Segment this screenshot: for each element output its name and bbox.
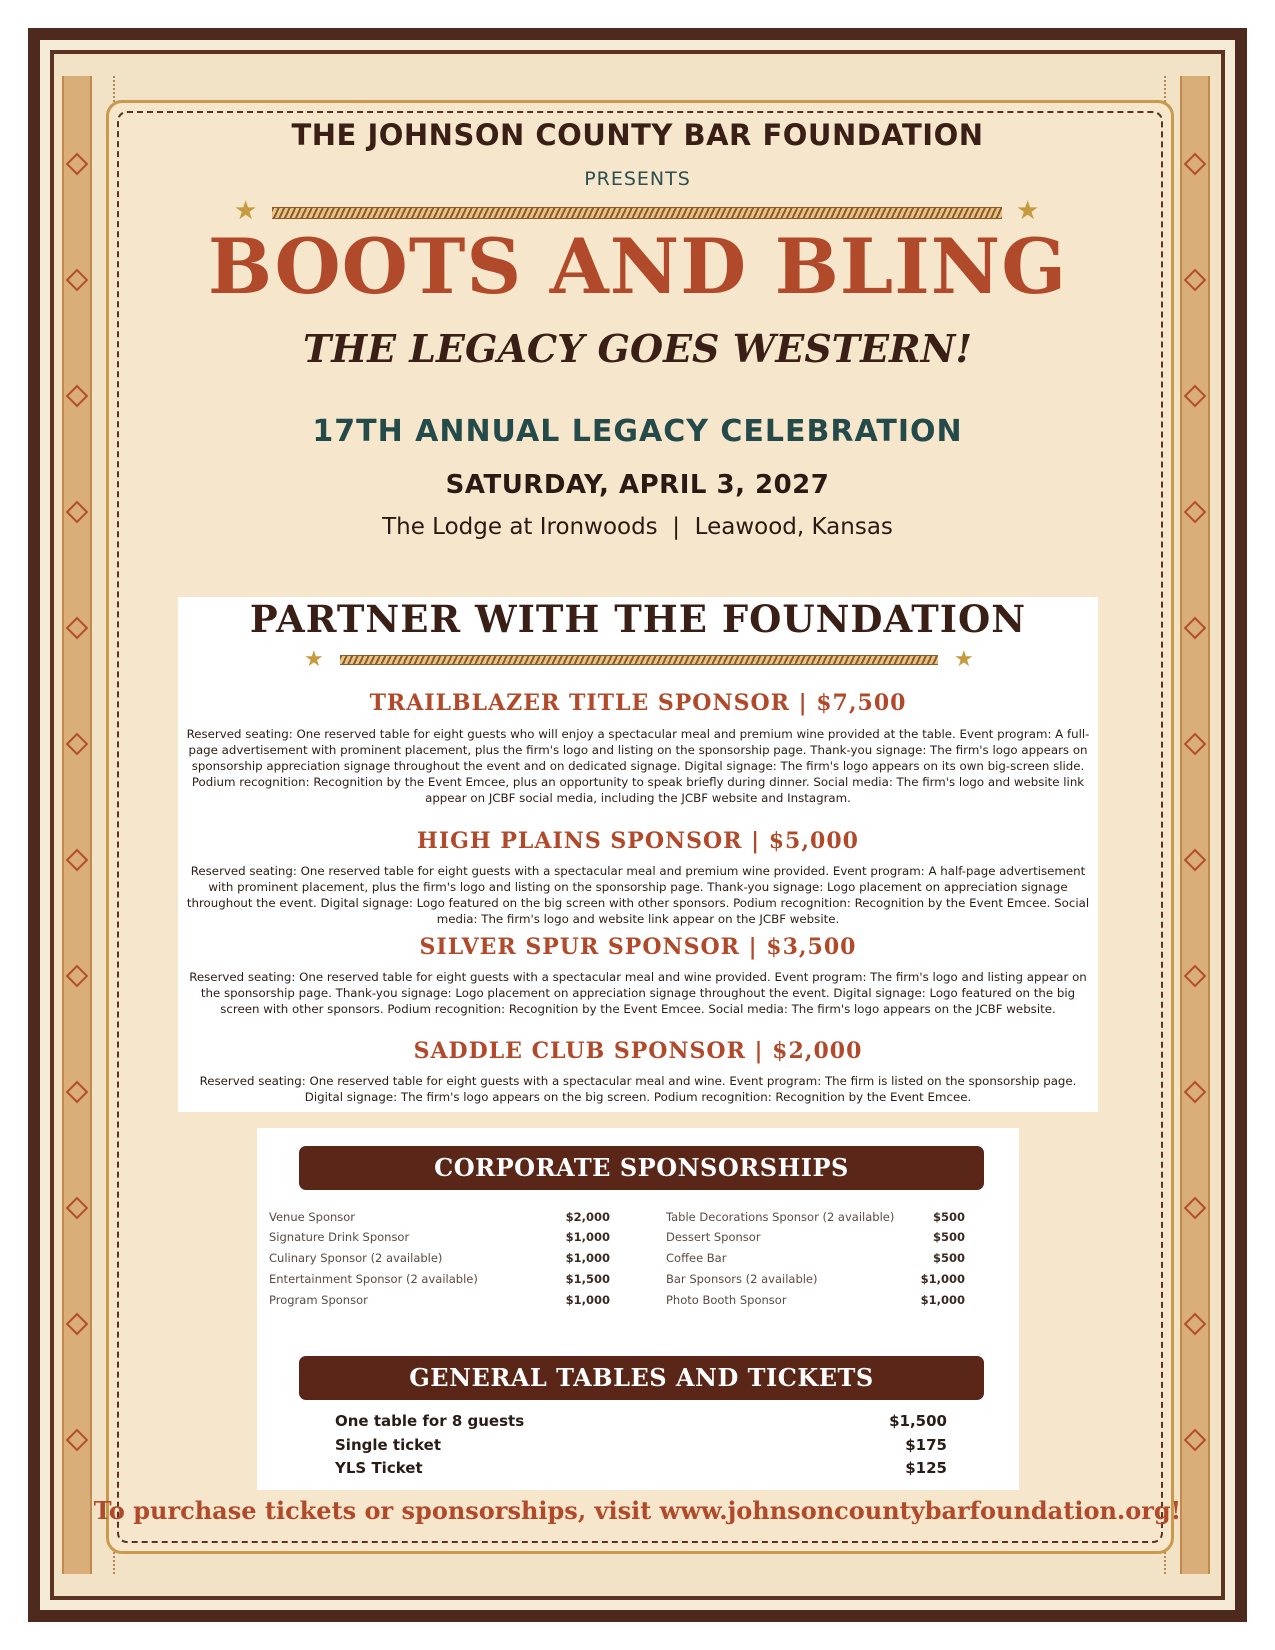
sponsor-item: Bar Sponsors (2 available) <box>666 1272 818 1286</box>
diamond-icon <box>66 1197 89 1220</box>
sponsor-item: Coffee Bar <box>666 1251 727 1265</box>
tier-heading: HIGH PLAINS SPONSOR | $5,000 <box>417 828 859 854</box>
sponsor-price: $1,000 <box>920 1293 965 1307</box>
sponsor-price: $1,000 <box>565 1293 610 1307</box>
corporate-sponsorships-banner: CORPORATE SPONSORSHIPS <box>299 1146 984 1190</box>
diamond-icon <box>66 733 89 756</box>
sponsor-item: Signature Drink Sponsor <box>269 1230 410 1244</box>
diamond-icon <box>1184 1081 1207 1104</box>
rope-divider <box>272 207 1002 219</box>
diamond-icon <box>1184 1429 1207 1452</box>
sponsor-item: Entertainment Sponsor (2 available) <box>269 1272 478 1286</box>
ticket-price: $1,500 <box>889 1412 947 1430</box>
event-subtitle: THE LEGACY GOES WESTERN! <box>302 326 973 371</box>
rope-divider <box>340 655 938 665</box>
diamond-icon <box>66 1081 89 1104</box>
star-icon: ★ <box>1016 196 1040 226</box>
sponsor-price: $1,000 <box>565 1230 610 1244</box>
tier-heading: SADDLE CLUB SPONSOR | $2,000 <box>413 1038 863 1064</box>
partner-section <box>178 597 1098 1112</box>
sponsor-price: $1,000 <box>565 1251 610 1265</box>
tier-description: Reserved seating: One reserved table for eight guests with a spectacular meal and premium wine provided. Event program: A half-page advertisement with prominent placement, plus the firm's logo and listing on the sponsorship page. Thank-you signage: Logo placement on appreciation signage throughout the event. Digital signage: Logo featured on the big screen with other sponsors. Podium recognition: Recognition by the Event Emcee. Social media: The firm's logo and website link appear on the JCBF website. <box>186 864 1090 926</box>
purchase-callout: To purchase tickets or sponsorships, visit www.johnsoncountybarfoundation.org! <box>93 1496 1182 1525</box>
tier-description: Reserved seating: One reserved table for eight guests with a spectacular meal and wine. Event program: The firm is listed on the sponsorship page. Digital signage: The firm's logo appears on the big screen. Podium recognition: Recognition by the Event Emcee. <box>199 1074 1077 1104</box>
tier-description: Reserved seating: One reserved table for eight guests who will enjoy a spectacular meal and premium wine provided at the table. Event program: A full-page advertisement with prominent placement, plus the firm's logo and listing on the sponsorship page. Thank-you signage: The firm's logo appears on sponsorship appreciation signage throughout the event and on dedicated signage. Digital signage: The firm's logo appears on its own big-screen slide. Podium recognition: Recognition by the Event Emcee, plus an opportunity to speak briefly during dinner. Social media: The firm's logo and website link appear on JCBF social media, including the JCBF website and Instagram. <box>186 727 1090 805</box>
pricing-section <box>257 1128 1019 1490</box>
diamond-icon <box>1184 965 1207 988</box>
diamond-icon <box>66 617 89 640</box>
ticket-item: YLS Ticket <box>335 1459 423 1477</box>
organization-name: THE JOHNSON COUNTY BAR FOUNDATION <box>291 118 984 152</box>
tier-description: Reserved seating: One reserved table for eight guests with a spectacular meal and wine provided. Event program: The firm's logo and listing appear on the sponsorship page. Thank-you signage: Logo placement on appreciation signage throughout the event. Digital signage: Logo featured on the big screen with other sponsors. Podium recognition: Recognition by the Event Emcee. Social media: The firm's logo appears on the JCBF website. <box>189 970 1087 1016</box>
star-icon: ★ <box>234 196 258 226</box>
general-tables-banner: GENERAL TABLES AND TICKETS <box>299 1356 984 1400</box>
diamond-icon <box>1184 617 1207 640</box>
ticket-item: Single ticket <box>335 1436 442 1454</box>
sponsor-price: $500 <box>932 1230 965 1244</box>
diamond-icon <box>1184 849 1207 872</box>
tier-heading: TRAILBLAZER TITLE SPONSOR | $7,500 <box>369 690 907 716</box>
diamond-icon <box>1184 385 1207 408</box>
diamond-icon <box>1184 1197 1207 1220</box>
event-venue: The Lodge at Ironwoods | Leawood, Kansas <box>382 514 893 540</box>
annual-celebration: 17TH ANNUAL LEGACY CELEBRATION <box>312 414 963 449</box>
diamond-icon <box>1184 733 1207 756</box>
event-title: BOOTS AND BLING <box>207 222 1068 311</box>
sponsor-price: $500 <box>932 1251 965 1265</box>
diamond-icon <box>66 385 89 408</box>
partner-title: PARTNER WITH THE FOUNDATION <box>249 597 1027 641</box>
sponsor-price: $2,000 <box>565 1210 610 1224</box>
sponsor-item: Culinary Sponsor (2 available) <box>269 1251 443 1265</box>
star-icon: ★ <box>304 647 324 672</box>
star-icon: ★ <box>954 647 974 672</box>
sponsor-price: $500 <box>932 1210 965 1224</box>
sponsor-item: Program Sponsor <box>269 1293 368 1307</box>
presents-label: PRESENTS <box>584 168 691 190</box>
sponsor-item: Venue Sponsor <box>269 1210 356 1224</box>
diamond-icon <box>1184 1313 1207 1336</box>
ticket-price: $175 <box>905 1436 947 1454</box>
sponsor-item: Dessert Sponsor <box>666 1230 761 1244</box>
sponsor-price: $1,500 <box>565 1272 610 1286</box>
sponsor-item: Photo Booth Sponsor <box>666 1293 787 1307</box>
diamond-icon <box>66 1429 89 1452</box>
ticket-item: One table for 8 guests <box>335 1412 525 1430</box>
event-date: SATURDAY, APRIL 3, 2027 <box>445 470 830 500</box>
diamond-icon <box>66 1313 89 1336</box>
diamond-icon <box>66 849 89 872</box>
ticket-price: $125 <box>905 1459 947 1477</box>
sponsor-item: Table Decorations Sponsor (2 available) <box>666 1210 895 1224</box>
sponsor-price: $1,000 <box>920 1272 965 1286</box>
tier-heading: SILVER SPUR SPONSOR | $3,500 <box>419 934 857 960</box>
diamond-icon <box>66 965 89 988</box>
